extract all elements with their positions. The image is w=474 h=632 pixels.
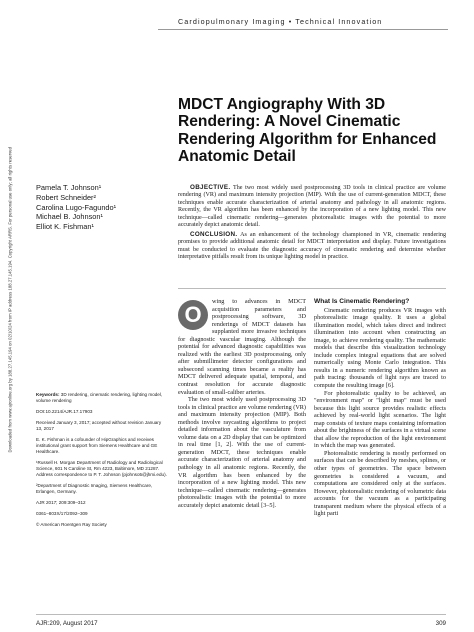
keywords-text: 3D rendering, cinematic rendering, lighting model, volume rendering: [36, 392, 163, 403]
article-metadata: [36, 392, 168, 533]
abstract-objective: [178, 184, 446, 230]
body-paragraph: The two most widely used postprocessing 3D tools in clinical practice are volume rendering (VR) and maximum intensity projection (MIP). Both methods involve raycasting algorithms to project detailed information about the vasculature from volume data on a 2D display that can be optimized in real time [1, 2]. With the use of current-generation MDCT, these techniques enable accurate characterization of arterial anatomy and pathology in all anatomic regions. Recently, the VR algorithm has been enhanced by the incorporation of a new lighting model. This new technique—called cinematic rendering—generates photorealistic images with the potential to more accurately depict anatomic detail [3–5].: [178, 396, 306, 509]
abstract-divider: [178, 288, 446, 289]
header-divider: [158, 29, 448, 30]
abstract: [178, 184, 446, 263]
intro-text: wing to advances in MDCT acquisition parameters and postprocessing software, 3D renderings of MDCT datasets has supplanted more invasive techniques for diagnostic vascular imaging. Although the potential for advanced diagnostic capabilities was realized with the earliest 3D postprocessing, only after submillimeter detector configurations and subsecond scanning times became a reality has MDCT delivered adequate spatial, temporal, and contrast resolution for accurate diagnostic evaluation of small-caliber arteries.: [178, 298, 306, 396]
footer-divider: [36, 614, 446, 615]
abstract-conclusion: [178, 231, 446, 262]
disclosure: E. K. Fishman is a cofounder of HipGraphics and receives institutional grant support from Siemens Healthcare and GE Healthcare.: [36, 437, 158, 454]
author-name: Michael B. Johnson¹: [36, 212, 103, 222]
article-title: MDCT Angiography With 3D Rendering: A Novel Cinematic Rendering Algorithm for Enhanced Anatomic Detail: [178, 96, 437, 165]
body-paragraph: For photorealistic quality to be achieved, an "environment map" or "light map" must be used because this light source provides realistic effects achieved by real-world light scenarios. The light map consists of texture maps containing information about the brightness of the surfaces in a virtual scene that allow the reproduction of the light environment in which the map was generated.: [314, 389, 446, 450]
intro-paragraph: [178, 298, 306, 396]
page-number: 309: [435, 620, 446, 627]
body-paragraph: Cinematic rendering produces VR images with photorealistic image quality. It uses a global illumination model, which takes direct and indirect illumination into account when constructing an image, to achieve rendering quality. The mathematic models that describe this visualization technology include complex integral equations that are solved numerically using Monte Carlo integration. This results in a numeric rendering algorithm known as path tracing: thousands of light rays are traced to compute the resulting image [6].: [314, 306, 446, 390]
drop-cap: O: [178, 300, 208, 330]
author-name: Robert Schneider²: [36, 192, 96, 202]
body-column-1: [178, 298, 306, 509]
conclusion-label: CONCLUSION.: [190, 230, 238, 238]
section-heading: What Is Cinematic Rendering?: [314, 298, 410, 305]
affiliation-2: ²Department of Diagnostic Imaging, Siemens Healthcare, Erlangen, Germany.: [36, 483, 153, 494]
author-name: Pamela T. Johnson¹: [36, 183, 102, 192]
doi[interactable]: DOI:10.2214/AJR.17.17903: [36, 409, 93, 414]
affiliation-1: ¹Russell H. Morgan Department of Radiology and Radiological Science, 601 N Caroline St, Rm 4223, Baltimore, MD 21287. Address correspondence to P. T. Johnson (pjohnso5@jhmi.edu).: [36, 460, 167, 477]
citation: AJR 2017; 209:309–312: [36, 500, 86, 505]
author-name: Carolina Lugo-Fagundo¹: [36, 202, 117, 212]
journal-issue: AJR:209, August 2017: [36, 620, 98, 627]
body-paragraph: Photorealistic rendering is mostly performed on surfaces that can be described by meshes, splines, or other types of geometries. The space between geometries is considered a vacuum, and computations are considered only at the surfaces. However, photorealistic rendering of volumetric data accounts for the vacuum as a participating transparent medium where the physical effects of a light parti: [314, 449, 446, 518]
body-column-2: [314, 298, 446, 518]
section-header: Cardiopulmonary Imaging • Technical Innovation: [178, 17, 383, 26]
received-dates: Received January 3, 2017; accepted without revision January 13, 2017: [36, 420, 162, 431]
keywords: [36, 392, 168, 404]
issn: 0361–803X/17/2092–309: [36, 511, 88, 516]
objective-label: OBJECTIVE.: [190, 184, 231, 191]
copyright: © American Roentgen Ray Society: [36, 522, 107, 527]
author-list: [36, 183, 166, 232]
objective-text: The two most widely used postprocessing 3D tools in clinical practice are volume rendering (VR) and maximum intensity projection (MIP). With the use of current-generation MDCT, these techniques enable accurate characterization of arterial anatomy and pathology in all anatomic regions. Recently, the VR algorithm has been enhanced by the incorporation of a new lighting model. This new technique—called cinematic rendering—generates photorealistic images with the potential to more accurately depict anatomic detail.: [178, 185, 446, 229]
keywords-label: Keywords:: [36, 392, 60, 397]
download-notice: Downloaded from www.ajronline.org by 188.27.145.194 on 02/10/24 from IP address 188.27.145.194. Copyright ARRS. For personal use only; all rights reserved: [7, 146, 13, 453]
conclusion-text: As an enhancement of the technology championed in VR, cinematic rendering promises to provide additional anatomic detail for MDCT interpretation and display. Future investigations must be conducted to evaluate the diagnostic accuracy of cinematic rendering and determine whether interpretative pitfalls result from its unique lighting model in practice.: [178, 231, 446, 261]
author-name: Elliot K. Fishman¹: [36, 222, 94, 232]
